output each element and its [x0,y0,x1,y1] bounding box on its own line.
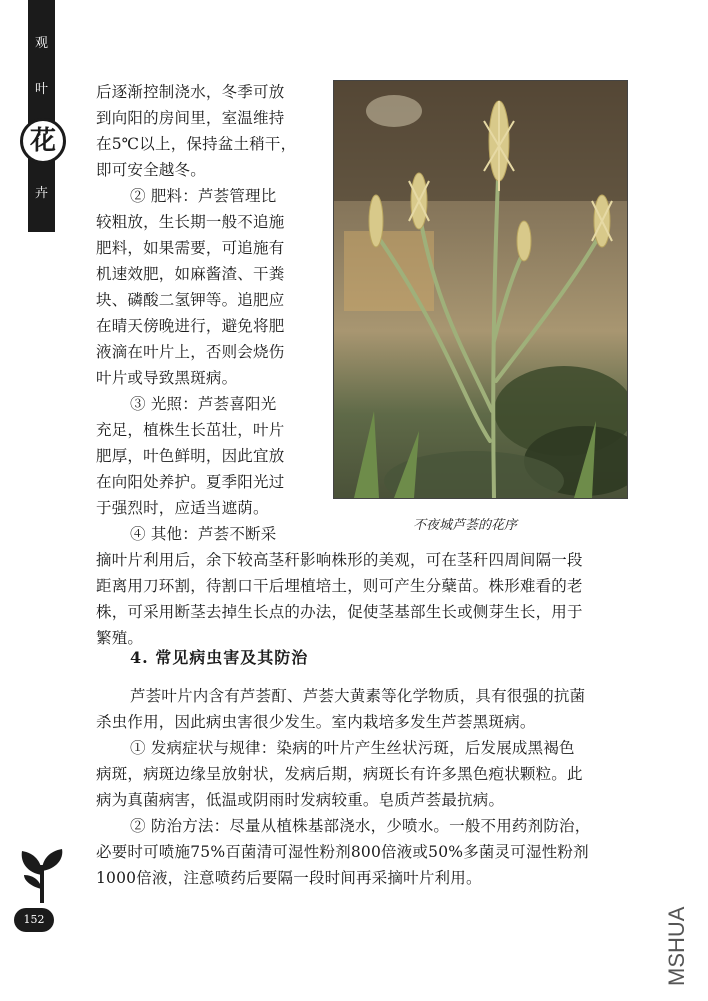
text-line: 在5℃以上，保持盆土稍干， [96,135,297,153]
text-line: 在向阳处养护。夏季阳光过 [96,473,285,491]
side-tab-badge-char: 花 [29,126,56,156]
text-line: 后逐渐控制浇水，冬季可放 [96,83,285,101]
text-line: 繁殖。 [96,629,144,647]
aloe-flower-photo [333,80,628,499]
text-line: 即可安全越冬。 [96,161,206,179]
watermark-text: MSHUA [664,906,689,986]
text-line: ① 发病症状与规律：染病的叶片产生丝状污斑，后发展成黑褐色 [130,739,575,757]
text-line: 病为真菌病害，低温或阴雨时发病较重。皂质芦荟最抗病。 [96,791,505,809]
text-line: 充足，植株生长茁壮，叶片 [96,421,285,439]
text-line: 肥料，如果需要，可追施有 [96,239,285,257]
text-line: ② 肥料：芦荟管理比 [130,187,277,205]
section-heading: 4. 常见病虫害及其防治 [130,648,309,667]
text-line: 叶片或导致黑斑病。 [96,369,238,387]
watermark [656,890,696,990]
side-tab-char: 卉 [34,186,48,201]
side-tab-char: 观 [34,36,48,51]
text-line: 株，可采用断茎去掉生长点的办法，促使茎基部生长或侧芽生长，用于 [96,603,583,621]
text-line: 机速效肥，如麻酱渣、干粪 [96,265,285,283]
text-line: 1000倍液，注意喷药后要隔一段时间再采摘叶片利用。 [96,869,482,887]
page-number: 152 [14,908,54,932]
text-line: 摘叶片利用后，余下较高茎秆影响株形的美观，可在茎秆四周间隔一段 [96,551,583,569]
text-line: 病斑，病斑边缘呈放射状，发病后期，病斑长有许多黑色疱状颗粒。此 [96,765,583,783]
side-tab-badge [20,118,66,164]
text-line: ③ 光照：芦荟喜阳光 [130,395,277,413]
text-line: ④ 其他：芦荟不断采 [130,525,277,543]
sprout-icon [18,845,66,905]
text-line: 于强烈时，应适当遮荫。 [96,499,269,517]
photo-caption: 不夜城芦荟的花序 [413,518,518,533]
text-line: 距离用刀环割，待割口干后埋植培土，则可产生分蘖苗。株形难看的老 [96,577,583,595]
text-line: 芦荟叶片内含有芦荟酊、芦荟大黄素等化学物质，具有很强的抗菌 [130,687,586,705]
aloe-flower-illustration [334,81,627,498]
text-line: 在晴天傍晚进行，避免将肥 [96,317,285,335]
text-line: 较粗放，生长期一般不追施 [96,213,285,231]
text-line: 到向阳的房间里，室温维持 [96,109,285,127]
text-line: 杀虫作用，因此病虫害很少发生。室内栽培多发生芦荟黑斑病。 [96,713,536,731]
text-line: 液滴在叶片上，否则会烧伤 [96,343,285,361]
side-tab-char: 叶 [34,82,48,97]
side-tab [28,0,55,232]
text-line: ② 防治方法：尽量从植株基部浇水，少喷水。一般不用药剂防治， [130,817,591,835]
text-line: 必要时可喷施75%百菌清可湿性粉剂800倍液或50%多菌灵可湿性粉剂 [96,843,589,861]
text-line: 块、磷酸二氢钾等。追肥应 [96,291,285,309]
text-line: 肥厚，叶色鲜明，因此宜放 [96,447,285,465]
